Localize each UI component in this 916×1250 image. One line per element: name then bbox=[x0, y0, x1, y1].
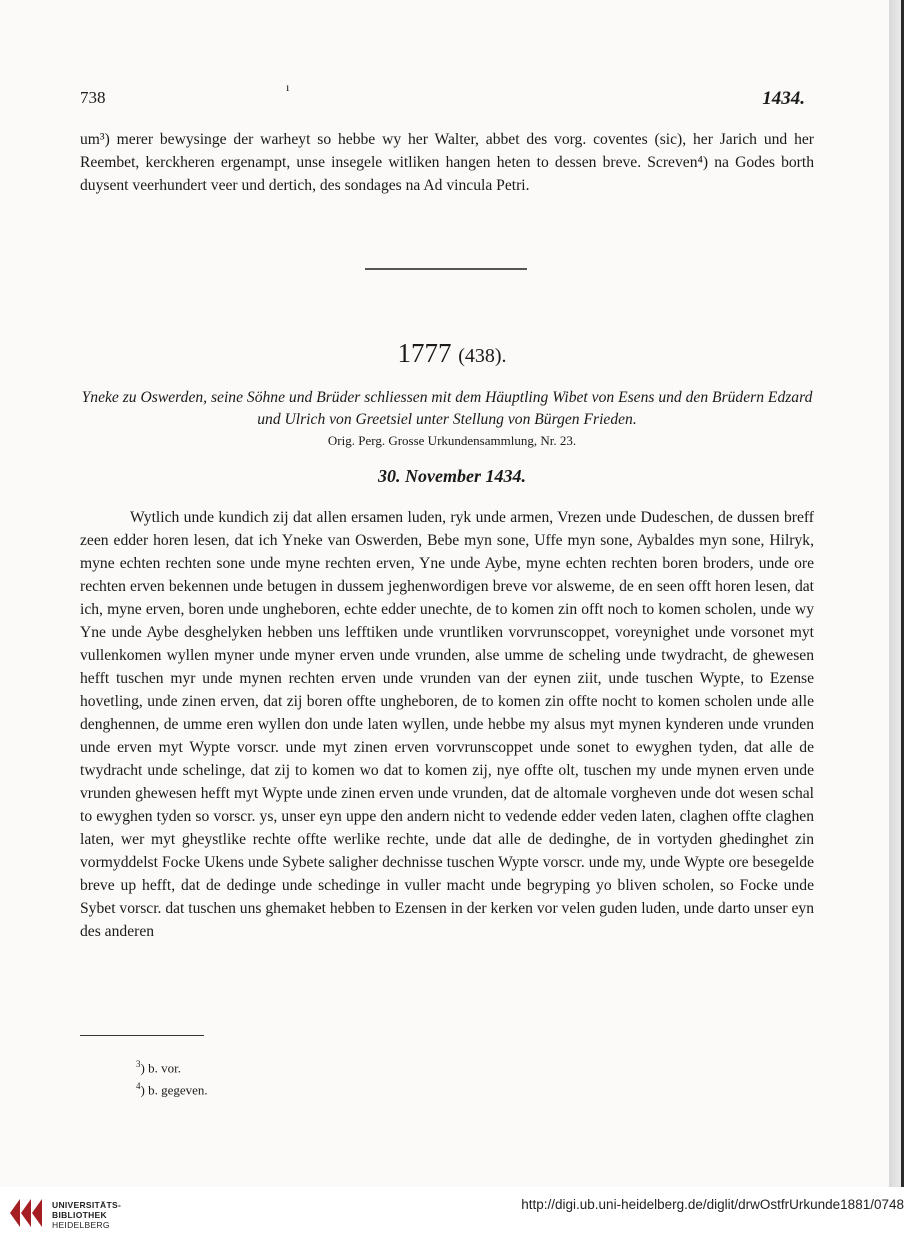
footnote bbox=[136, 1077, 208, 1099]
document-body: Wytlich unde kundich zij dat allen ersamen luden, ryk unde armen, Vrezen unde Dudeschen, de dussen breff zeen edder horen lesen, dat ich Yneke van Oswerden, Bebe myn sone, Uffe myn sone, Aybaldes myn sone, Hilryk, myne echten rechten sone unde myne rechten erven, Yne unde Aybe, myne echten rechten boren broders, unde ore rechten erven bekennen unde betugen in dussem jeghenwordigen breve vor alsweme, de en seen offt horen lesen, dat ich, myne erven, boren unde ungheboren, echte edder unechte, de to komen zin offt noch to komen scholen, unde wy Yne unde Aybe desghelyken hebben uns lefftiken unde vruntliken vorvrunscoppet, voreynighet unde vorsonet myt vullenkomen wyllen myner unde myner erven unde vrunden, alse umme de scheling unde twydracht, de ghewesen hefft tuschen myr unde mynen rechten erven unde vrunden van der eynen ziit, unde tuschen Wypte, to Ezense hovetling, unde zinen erven, dat zij boren offte ungheboren, de to komen zin offte nocht to komen scholen unde alle denghennen, de umme eren wyllen don unde laten wyllen, unde hebbe my alsus myt mynen kynderen unde vrunden unde erven myt Wypte vorscr. unde myt zinen erven vorvrunscoppet unde sonet to ewyghen tyden, dat alle de twydracht unde schelinge, dat zij to komen wo dat to komen zij, nye offte olt, tuschen my unde mynen erven unde vrunden ghewesen hefft myt Wypte unde zinen erven unde vrunden, dat de altomale vorgheven unde dot wesen schal to ewyghen tyden so vorscr. ys, unser eyn uppe den andern nicht to vedende edder veden laten, claghen offte claghen laten, wer myt gheystlike rechte offte werlike rechte, unde dat alle de dedinghe, de in vortyden ghedinghet zin vormyddelst Focke Ukens unde Sybete saligher dechnisse tuschen Wypte vorscr. unde my, unde Wypte ore besegelde breve up hefft, dat de dedinge unde schedinge in vuller macht unde begryping yo bliven scholen, so Focke unde Sybet vorscr. dat tuschen uns ghemaket hebben to Ezensen in der kerken vor velen guden luden, unde darto unser eyn des anderen bbox=[80, 509, 814, 940]
document-title bbox=[0, 338, 904, 369]
library-name bbox=[52, 1200, 121, 1230]
page-number: 738 bbox=[80, 88, 106, 107]
footnote-mark: 4 bbox=[136, 1081, 141, 1092]
university-library-logo-icon bbox=[8, 1195, 44, 1231]
library-name-line: BIBLIOTHEK bbox=[52, 1210, 107, 1220]
tick-mark: ı bbox=[286, 80, 290, 94]
footnote-text: ) b. gegeven. bbox=[140, 1082, 208, 1098]
document-date: 30. November 1434. bbox=[378, 466, 526, 486]
library-name-line: UNIVERSITÄTS- bbox=[52, 1200, 122, 1210]
footnote bbox=[136, 1055, 208, 1077]
footnotes bbox=[136, 1055, 208, 1100]
document-source: Orig. Perg. Grosse Urkundensammlung, Nr. 23. bbox=[327, 433, 577, 448]
footnote-text: ) b. vor. bbox=[140, 1060, 181, 1076]
running-year: 1434. bbox=[762, 88, 805, 109]
document-number: 1777 bbox=[397, 338, 452, 368]
permalink-url[interactable]: http://digi.ub.uni-heidelberg.de/diglit/drwOstfrUrkunde1881/0748 bbox=[521, 1197, 904, 1212]
running-header bbox=[80, 80, 805, 114]
page-edge-shadow bbox=[889, 0, 901, 1187]
document-alt-number: (438). bbox=[458, 345, 507, 367]
section-separator bbox=[365, 268, 527, 270]
library-name-line: HEIDELBERG bbox=[52, 1220, 110, 1230]
continuation-paragraph: um³) merer bewysinge der warheyt so hebbe wy her Walter, abbet des vorg. coventes (sic), her Jarich und her Reembet, kerckheren ergenampt, unse insegele witliken hangen heten to dessen breve. Screven⁴) na Godes borth duysent veerhundert veer und dertich, des sondages na Ad vincula Petri. bbox=[80, 131, 814, 194]
library-footer bbox=[0, 1187, 916, 1250]
footnote-mark: 3 bbox=[136, 1059, 141, 1069]
footnote-rule bbox=[80, 1035, 204, 1036]
document-summary: Yneke zu Oswerden, seine Söhne und Brüder schliessen mit dem Häuptling Wibet von Esens und den Brüdern Edzard und Ulrich von Greetsiel unter Stellung von Bürgen Frieden. bbox=[81, 389, 813, 428]
